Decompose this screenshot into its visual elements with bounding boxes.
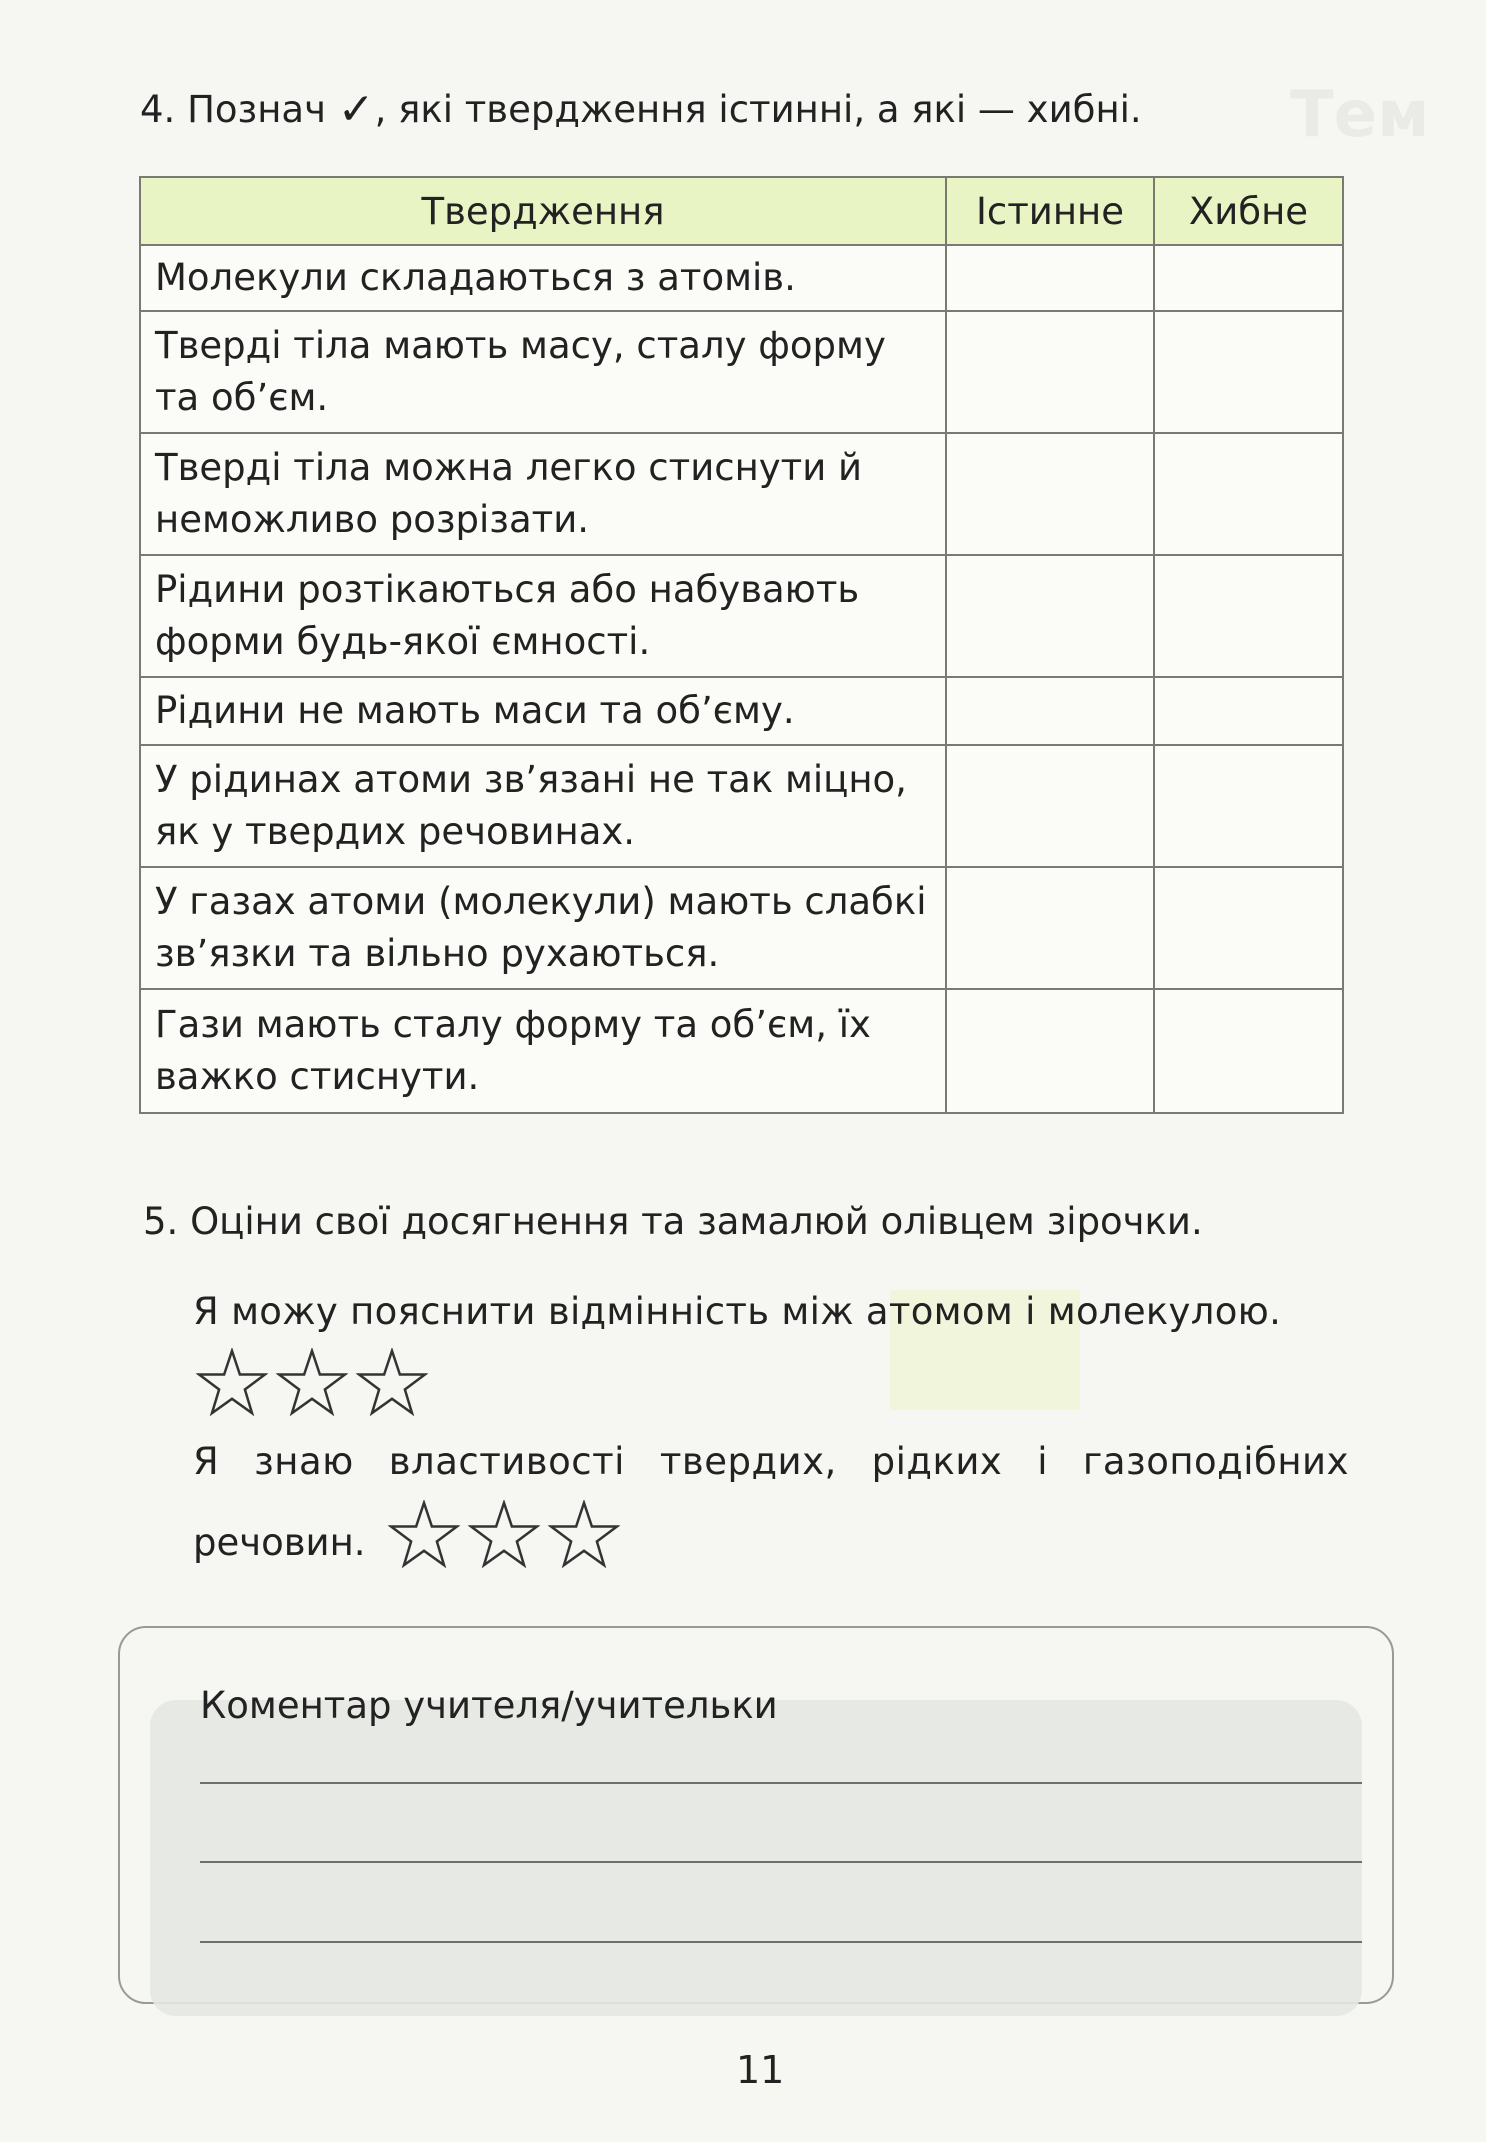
statement-cell: Рідини не мають маси та об’єму.	[140, 677, 946, 745]
false-answer-cell[interactable]	[1154, 745, 1343, 867]
star-icon[interactable]	[388, 1500, 460, 1568]
false-answer-cell[interactable]	[1154, 989, 1343, 1113]
teacher-comment-label: Коментар учителя/учительки	[200, 1684, 778, 1727]
teacher-comment-area[interactable]	[150, 1700, 1362, 2016]
star-icon[interactable]	[468, 1500, 540, 1568]
true-answer-cell[interactable]	[946, 311, 1154, 433]
table-row	[140, 745, 1343, 867]
rating-stars-1	[196, 1348, 428, 1416]
false-answer-cell[interactable]	[1154, 433, 1343, 555]
false-answer-cell[interactable]	[1154, 677, 1343, 745]
table-row	[140, 989, 1343, 1113]
star-icon[interactable]	[356, 1348, 428, 1416]
true-answer-cell[interactable]	[946, 677, 1154, 745]
table-row	[140, 245, 1343, 311]
true-answer-cell[interactable]	[946, 745, 1154, 867]
check-mark-icon: ✓	[337, 84, 375, 135]
self-assessment-statement-2-line-1: Я знаю властивості твердих, рідких і газоподібних	[193, 1440, 1349, 1483]
statement-cell: У газах атоми (молекули) мають слабкі зв’язки та вільно рухаються.	[140, 867, 946, 989]
rating-stars-2	[388, 1500, 620, 1568]
false-answer-cell[interactable]	[1154, 245, 1343, 311]
statement-cell: У рідинах атоми зв’язані не так міцно, як у твердих речовинах.	[140, 745, 946, 867]
comment-line[interactable]	[200, 1941, 1362, 1943]
statement-cell: Молекули складаються з атомів.	[140, 245, 946, 311]
task-4-title: 4. Познач ✓, які твердження істинні, а які — хибні.	[140, 84, 1142, 135]
statement-cell: Тверді тіла мають масу, сталу форму та об’єм.	[140, 311, 946, 433]
false-answer-cell[interactable]	[1154, 555, 1343, 677]
star-icon[interactable]	[276, 1348, 348, 1416]
table-header-row	[140, 177, 1343, 245]
task-5-title: 5. Оціни свої досягнення та замалюй олівцем зірочки.	[143, 1200, 1203, 1243]
star-icon[interactable]	[196, 1348, 268, 1416]
true-answer-cell[interactable]	[946, 555, 1154, 677]
table-row	[140, 677, 1343, 745]
true-answer-cell[interactable]	[946, 245, 1154, 311]
header-statement: Твердження	[140, 177, 946, 245]
true-answer-cell[interactable]	[946, 433, 1154, 555]
bleed-through-heading: Тем	[1290, 78, 1430, 152]
false-answer-cell[interactable]	[1154, 867, 1343, 989]
star-icon[interactable]	[548, 1500, 620, 1568]
self-assessment-statement-1: Я можу пояснити відмінність між атомом і молекулою.	[193, 1290, 1282, 1333]
header-true: Істинне	[946, 177, 1154, 245]
true-answer-cell[interactable]	[946, 989, 1154, 1113]
table-row	[140, 555, 1343, 677]
self-assessment-statement-2-line-2: речовин.	[193, 1521, 366, 1564]
table-row	[140, 867, 1343, 989]
false-answer-cell[interactable]	[1154, 311, 1343, 433]
statement-cell: Гази мають сталу форму та об’єм, їх важко стиснути.	[140, 989, 946, 1113]
statements-table	[139, 176, 1344, 1114]
table-row	[140, 311, 1343, 433]
true-answer-cell[interactable]	[946, 867, 1154, 989]
header-false: Хибне	[1154, 177, 1343, 245]
comment-line[interactable]	[200, 1861, 1362, 1863]
comment-line[interactable]	[200, 1782, 1362, 1784]
page-number: 11	[736, 2048, 785, 2092]
statement-cell: Рідини розтікаються або набувають форми будь-якої ємності.	[140, 555, 946, 677]
table-row	[140, 433, 1343, 555]
statement-cell: Тверді тіла можна легко стиснути й неможливо розрізати.	[140, 433, 946, 555]
